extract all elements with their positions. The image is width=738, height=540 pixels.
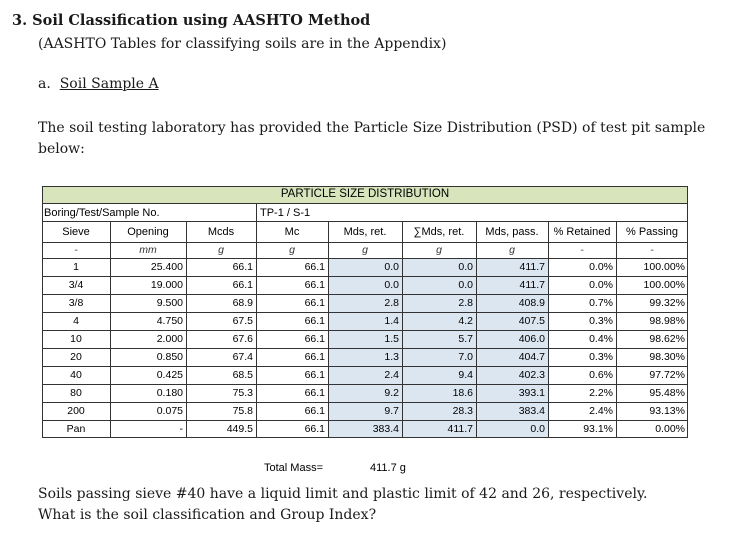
table-cell: 411.7 [519, 279, 545, 291]
table-cell: 66.1 [304, 351, 325, 363]
closing-line-1: Soils passing sieve #40 have a liquid limit and plastic limit of 42 and 26, respectively. [38, 486, 648, 502]
psd-grid [42, 222, 688, 460]
table-cell: 66.1 [304, 405, 325, 417]
table-cell: 2.2% [589, 387, 613, 399]
table-cell: 19.000 [150, 279, 183, 291]
table-cell: 9.500 [156, 297, 183, 309]
table-cell: - [179, 423, 183, 435]
table-cell: 0.7% [589, 297, 613, 309]
table-cell: 406.0 [518, 333, 545, 345]
table-cell: 404.7 [518, 351, 545, 363]
table-cell: 99.32% [649, 297, 685, 309]
column-unit: mm [139, 244, 157, 256]
grid-hline [42, 242, 688, 243]
table-cell: 66.1 [304, 279, 325, 291]
grid-hline [42, 420, 688, 421]
grid-hline [42, 330, 688, 331]
table-cell: 200 [67, 405, 85, 417]
table-cell: 75.3 [232, 387, 253, 399]
table-cell: 0.00% [655, 423, 685, 435]
table-cell: 1.4 [384, 315, 399, 327]
table-cell: 0.0% [589, 279, 613, 291]
table-cell: 0.425 [156, 369, 183, 381]
column-unit: g [218, 244, 224, 256]
table-cell: 2.8 [384, 297, 399, 309]
table-cell: 10 [70, 333, 82, 345]
table-cell: 411.7 [519, 261, 545, 273]
table-cell: 67.6 [232, 333, 253, 345]
column-unit: g [289, 244, 295, 256]
table-cell: 93.1% [583, 423, 613, 435]
table-cell: 0.0 [530, 423, 545, 435]
column-unit: - [650, 244, 654, 256]
column-unit: g [436, 244, 442, 256]
table-cell: 383.4 [518, 405, 545, 417]
column-header: ∑Mds, ret. [413, 226, 465, 238]
table-cell: 0.0 [384, 261, 399, 273]
table-cell: 7.0 [458, 351, 473, 363]
table-cell: 66.1 [304, 297, 325, 309]
table-cell: 97.72% [649, 369, 685, 381]
column-header: % Retained [553, 226, 611, 238]
table-cell: 0.0 [384, 279, 399, 291]
table-cell: 68.5 [232, 369, 253, 381]
section-heading [38, 76, 159, 92]
section-label: a. [38, 76, 51, 92]
table-cell: 66.1 [304, 423, 325, 435]
table-cell: 100.00% [643, 279, 685, 291]
intro-paragraph: The soil testing laboratory has provided the Particle Size Distribution (PSD) of test pit sample below: [38, 120, 706, 157]
table-cell: 9.7 [384, 405, 399, 417]
table-cell: 75.8 [232, 405, 253, 417]
table-cell: 393.1 [518, 387, 545, 399]
column-unit: g [362, 244, 368, 256]
column-header: % Passing [626, 226, 678, 238]
table-cell: 28.3 [452, 405, 473, 417]
table-cell: 1.5 [384, 333, 399, 345]
total-mass-label: Total Mass= [264, 462, 323, 474]
table-cell: 3/4 [68, 279, 84, 291]
table-cell: 0.6% [589, 369, 613, 381]
table-cell: 66.1 [304, 387, 325, 399]
table-cell: 0.0 [458, 261, 473, 273]
grid-hline [42, 402, 688, 403]
table-cell: 9.2 [384, 387, 399, 399]
table-cell: 0.850 [156, 351, 183, 363]
table-cell: 407.5 [518, 315, 545, 327]
table-cell: 68.9 [232, 297, 253, 309]
grid-hline [42, 294, 688, 295]
grid-hline [42, 312, 688, 313]
table-cell: 0.3% [589, 315, 613, 327]
boring-value: TP-1 / S-1 [260, 207, 311, 219]
psd-table [42, 186, 688, 474]
table-cell: 2.4% [589, 405, 613, 417]
table-cell: 0.075 [156, 405, 183, 417]
table-cell: 18.6 [452, 387, 473, 399]
table-cell: 402.3 [518, 369, 545, 381]
column-header: Mcds [207, 226, 235, 238]
column-unit: g [509, 244, 515, 256]
column-header: Opening [127, 226, 169, 238]
table-cell: 0.3% [589, 351, 613, 363]
boring-label: Boring/Test/Sample No. [44, 207, 160, 219]
sample-divider [256, 204, 257, 222]
table-cell: 449.5 [226, 423, 253, 435]
total-mass-value: 411.7 g [370, 462, 406, 474]
table-cell: 4.750 [156, 315, 183, 327]
question-title: 3. Soil Classification using AASHTO Method [12, 12, 371, 29]
table-cell: 95.48% [649, 387, 685, 399]
table-cell: 2.000 [156, 333, 183, 345]
table-cell: 98.62% [649, 333, 685, 345]
table-cell: 98.98% [649, 315, 685, 327]
table-cell: 67.5 [232, 315, 253, 327]
table-cell: 40 [70, 369, 82, 381]
question-subtitle: (AASHTO Tables for classifying soils are in the Appendix) [38, 36, 447, 52]
table-cell: 9.4 [458, 369, 473, 381]
grid-hline [42, 366, 688, 367]
table-cell: 0.0 [458, 279, 473, 291]
table-cell: 66.1 [304, 333, 325, 345]
column-header: Mds, ret. [343, 226, 387, 238]
column-unit: - [74, 244, 78, 256]
table-cell: 80 [70, 387, 82, 399]
table-cell: 2.4 [384, 369, 399, 381]
column-header: Sieve [62, 226, 90, 238]
grid-hline [42, 276, 688, 277]
column-header: Mc [284, 226, 300, 238]
grid-hline [42, 384, 688, 385]
closing-question [38, 484, 728, 526]
table-cell: 1.3 [384, 351, 399, 363]
table-cell: 66.1 [304, 369, 325, 381]
table-cell: 67.4 [232, 351, 253, 363]
grid-hline [42, 258, 688, 259]
table-cell: 1 [73, 261, 79, 273]
table-cell: 4 [73, 315, 79, 327]
table-cell: 5.7 [458, 333, 473, 345]
table-cell: 25.400 [150, 261, 183, 273]
closing-line-2: What is the soil classification and Group Index? [38, 507, 377, 523]
section-title: Soil Sample A [59, 76, 159, 92]
table-cell: 3/8 [68, 297, 84, 309]
column-unit: - [580, 244, 584, 256]
table-cell: 4.2 [458, 315, 473, 327]
table-cell: 93.13% [649, 405, 685, 417]
column-header: Mds, pass. [485, 226, 539, 238]
table-cell: 0.0% [589, 261, 613, 273]
table-cell: 383.4 [372, 423, 399, 435]
grid-hline [42, 348, 688, 349]
table-cell: 0.4% [589, 333, 613, 345]
table-cell: 408.9 [518, 297, 545, 309]
table-cell: 411.7 [447, 423, 473, 435]
table-cell: 98.30% [649, 351, 685, 363]
table-cell: 66.1 [232, 261, 253, 273]
table-cell: 20 [70, 351, 82, 363]
table-cell: 100.00% [643, 261, 685, 273]
table-cell: 66.1 [304, 261, 325, 273]
grid-hline [42, 437, 688, 438]
table-cell: Pan [66, 423, 86, 435]
table-title: PARTICLE SIZE DISTRIBUTION [280, 188, 450, 200]
table-cell: 66.1 [232, 279, 253, 291]
table-cell: 66.1 [304, 315, 325, 327]
table-cell: 2.8 [458, 297, 473, 309]
table-cell: 0.180 [156, 387, 183, 399]
